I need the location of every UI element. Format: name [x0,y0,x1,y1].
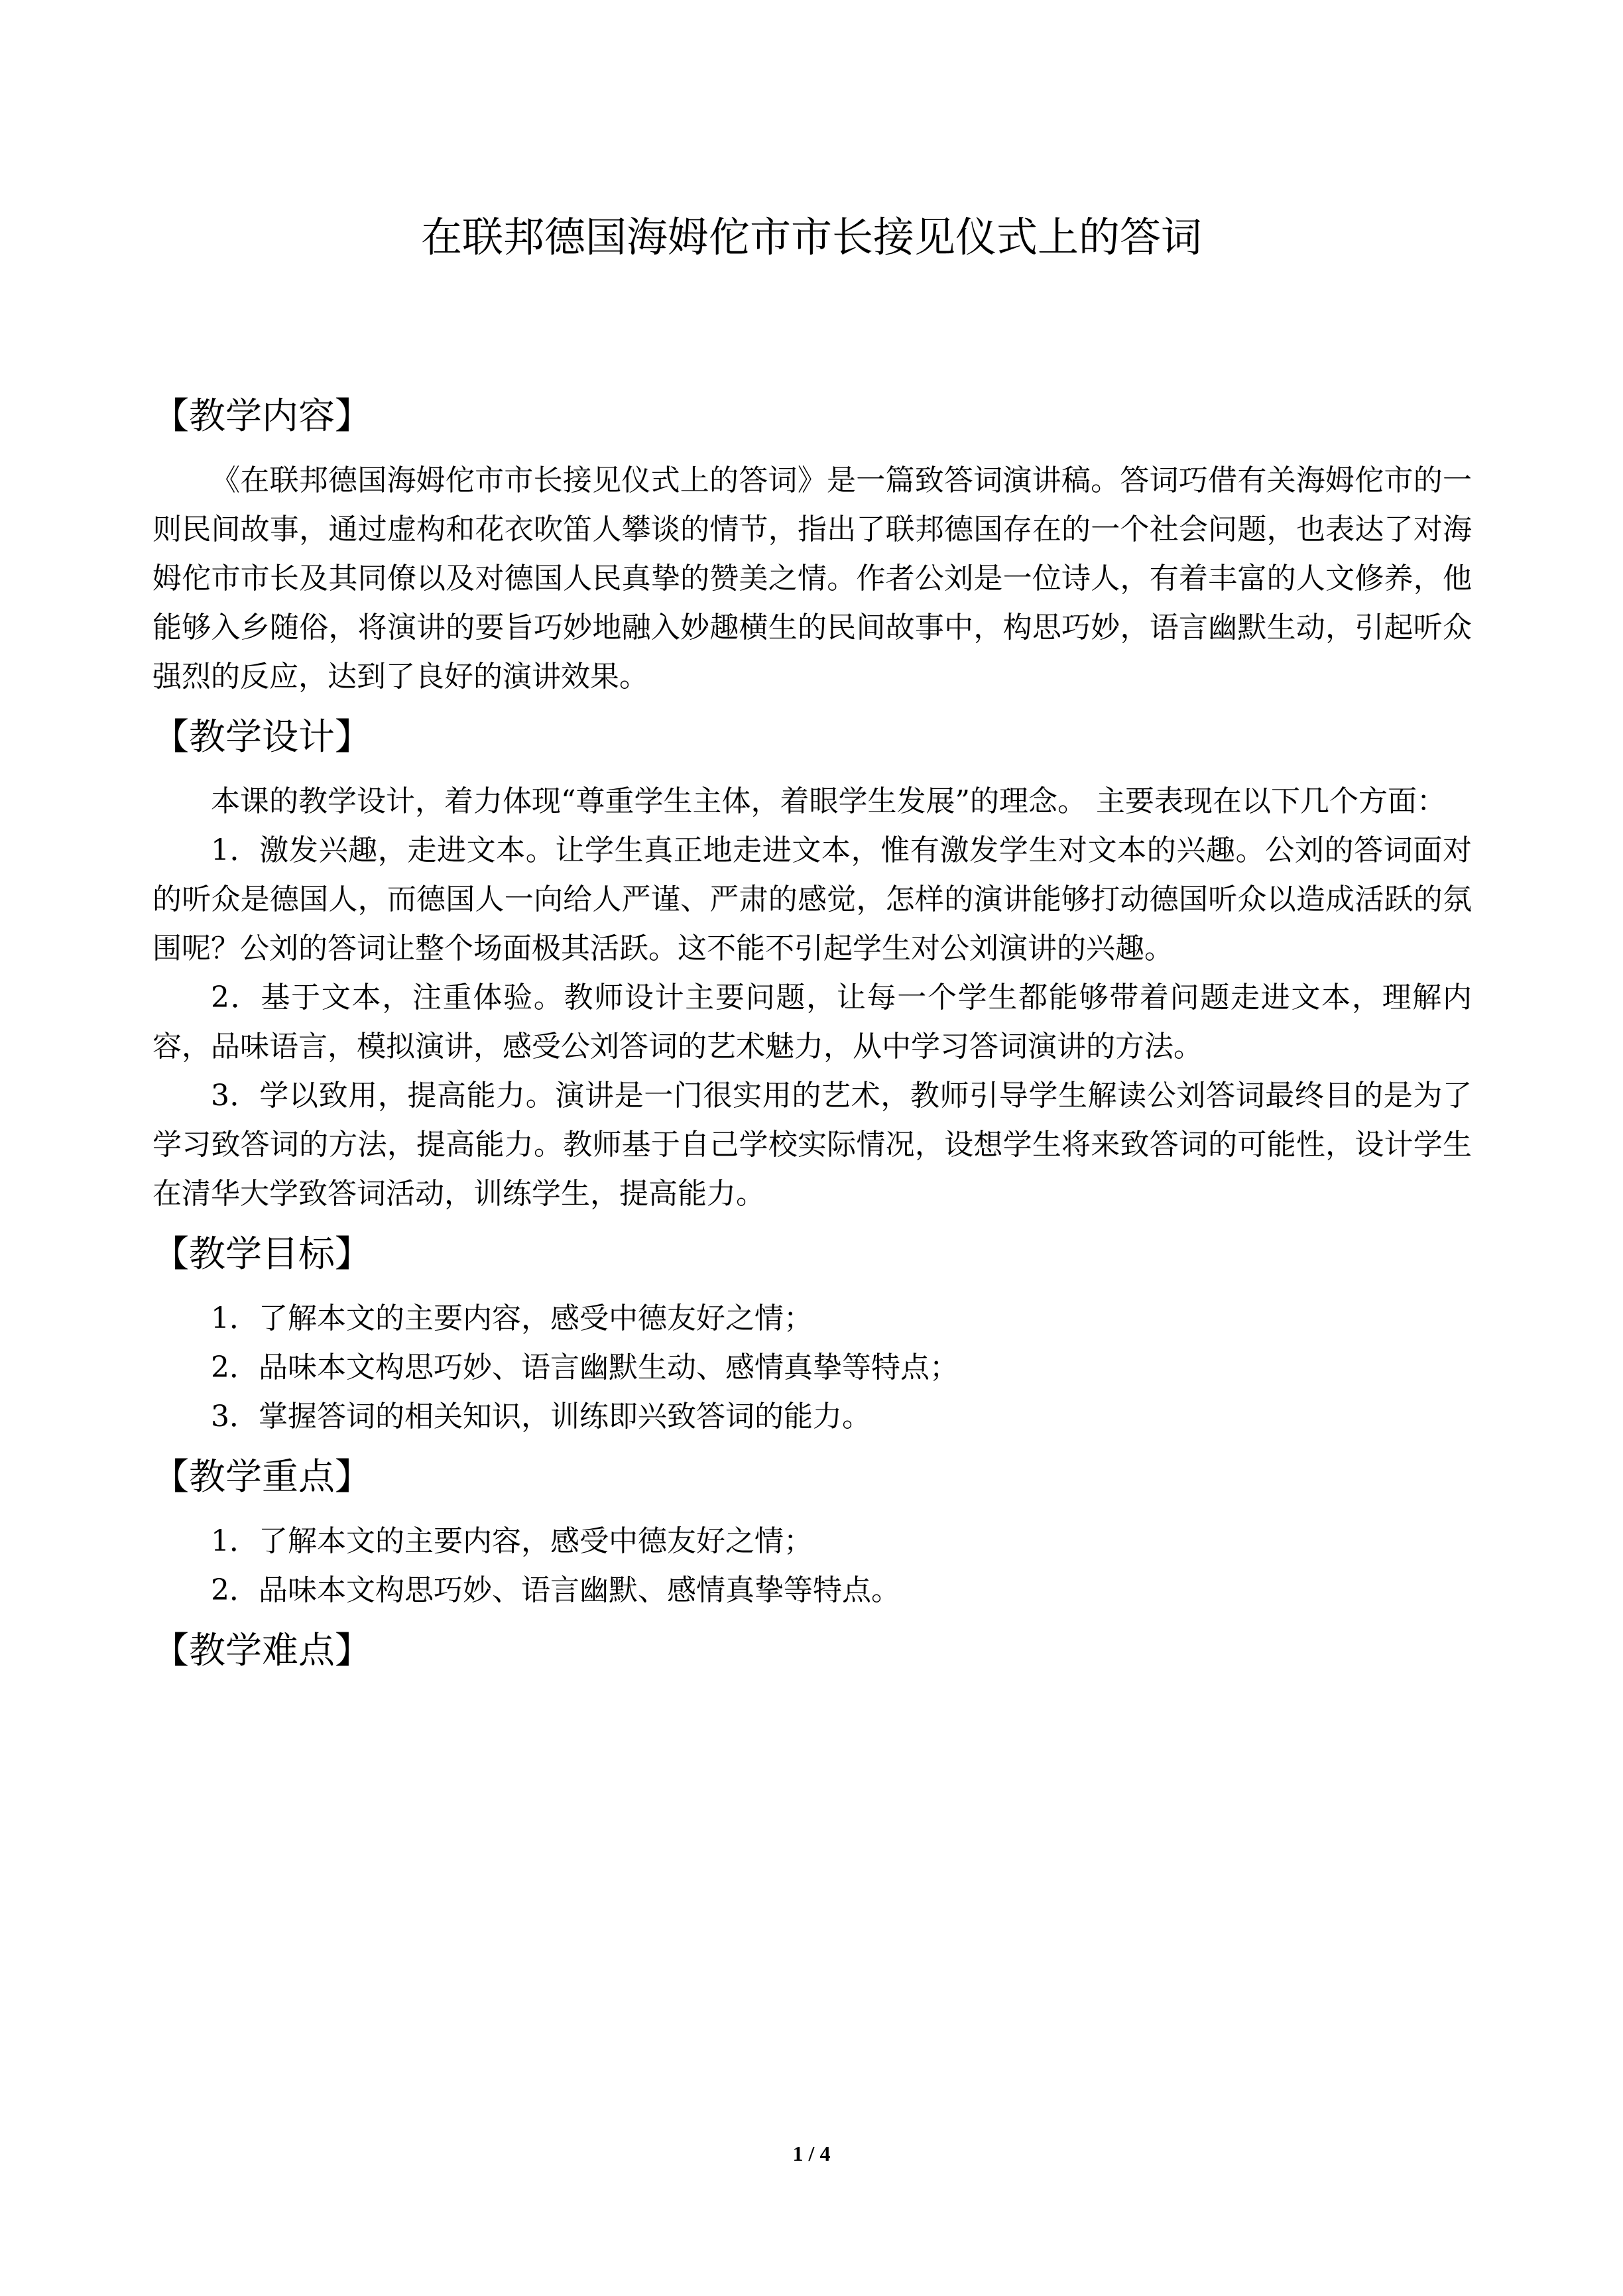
goal-item-2: 2．品味本文构思巧妙、语言幽默生动、感情真挚等特点； [211,1351,959,1384]
section-heading-goals: 【教学目标】 [152,1233,372,1275]
content-paragraph: 《在联邦德国海姆佗市市长接见仪式上的答词》是一篇致答词演讲稿。答词巧借有关海姆佗市的一则民间故事，通过虚构和花衣吹笛人攀谈的情节，指出了联邦德国存在的一个社会问题，也表达了对海姆佗市市长及其同僚以及对德国人民真挚的赞美之情。作者公刘是一位诗人，有着丰富的人文修养，他能够入乡随俗，将演讲的要旨巧妙地融入妙趣横生的民间故事中，构思巧妙，语言幽默生动，引起听众强烈的反应，达到了良好的演讲效果。 [152,463,1472,694]
design-intro-paragraph: 本课的教学设计，着力体现“尊重学生主体，着眼学生发展”的理念。 主要表现在以下几个方面： [211,784,1446,818]
key-point-item-2: 2．品味本文构思巧妙、语言幽默、感情真挚等特点。 [211,1573,900,1607]
page-number: 1 / 4 [792,2142,831,2165]
goal-item-1: 1．了解本文的主要内容，感受中德友好之情； [211,1301,813,1335]
design-point-3: 3．学以致用，提高能力。演讲是一门很实用的艺术，教师引导学生解读公刘答词最终目的是为了学习致答词的方法，提高能力。教师基于自己学校实际情况，设想学生将来致答词的可能性，设计学生在清华大学致答词活动，训练学生，提高能力。 [152,1079,1472,1211]
document-title: 在联邦德国海姆佗市市长接见仪式上的答词 [420,213,1202,261]
section-heading-content: 【教学内容】 [152,394,372,437]
section-heading-difficulties: 【教学难点】 [152,1629,372,1671]
key-point-item-1: 1．了解本文的主要内容，感受中德友好之情； [211,1524,813,1558]
section-heading-key-points: 【教学重点】 [152,1455,372,1498]
design-point-2: 2．基于文本，注重体验。教师设计主要问题，让每一个学生都能够带着问题走进文本，理解内容，品味语言，模拟演讲，感受公刘答词的艺术魅力，从中学习答词演讲的方法。 [152,981,1472,1063]
design-point-1: 1．激发兴趣，走进文本。让学生真正地走进文本，惟有激发学生对文本的兴趣。公刘的答词面对的听众是德国人，而德国人一向给人严谨、严肃的感觉，怎样的演讲能够打动德国听众以造成活跃的氛围呢？公刘的答词让整个场面极其活跃。这不能不引起学生对公刘演讲的兴趣。 [152,833,1472,965]
section-heading-design: 【教学设计】 [152,715,372,758]
document-body [152,385,1472,1681]
goal-item-3: 3．掌握答词的相关知识，训练即兴致答词的能力。 [211,1400,871,1433]
